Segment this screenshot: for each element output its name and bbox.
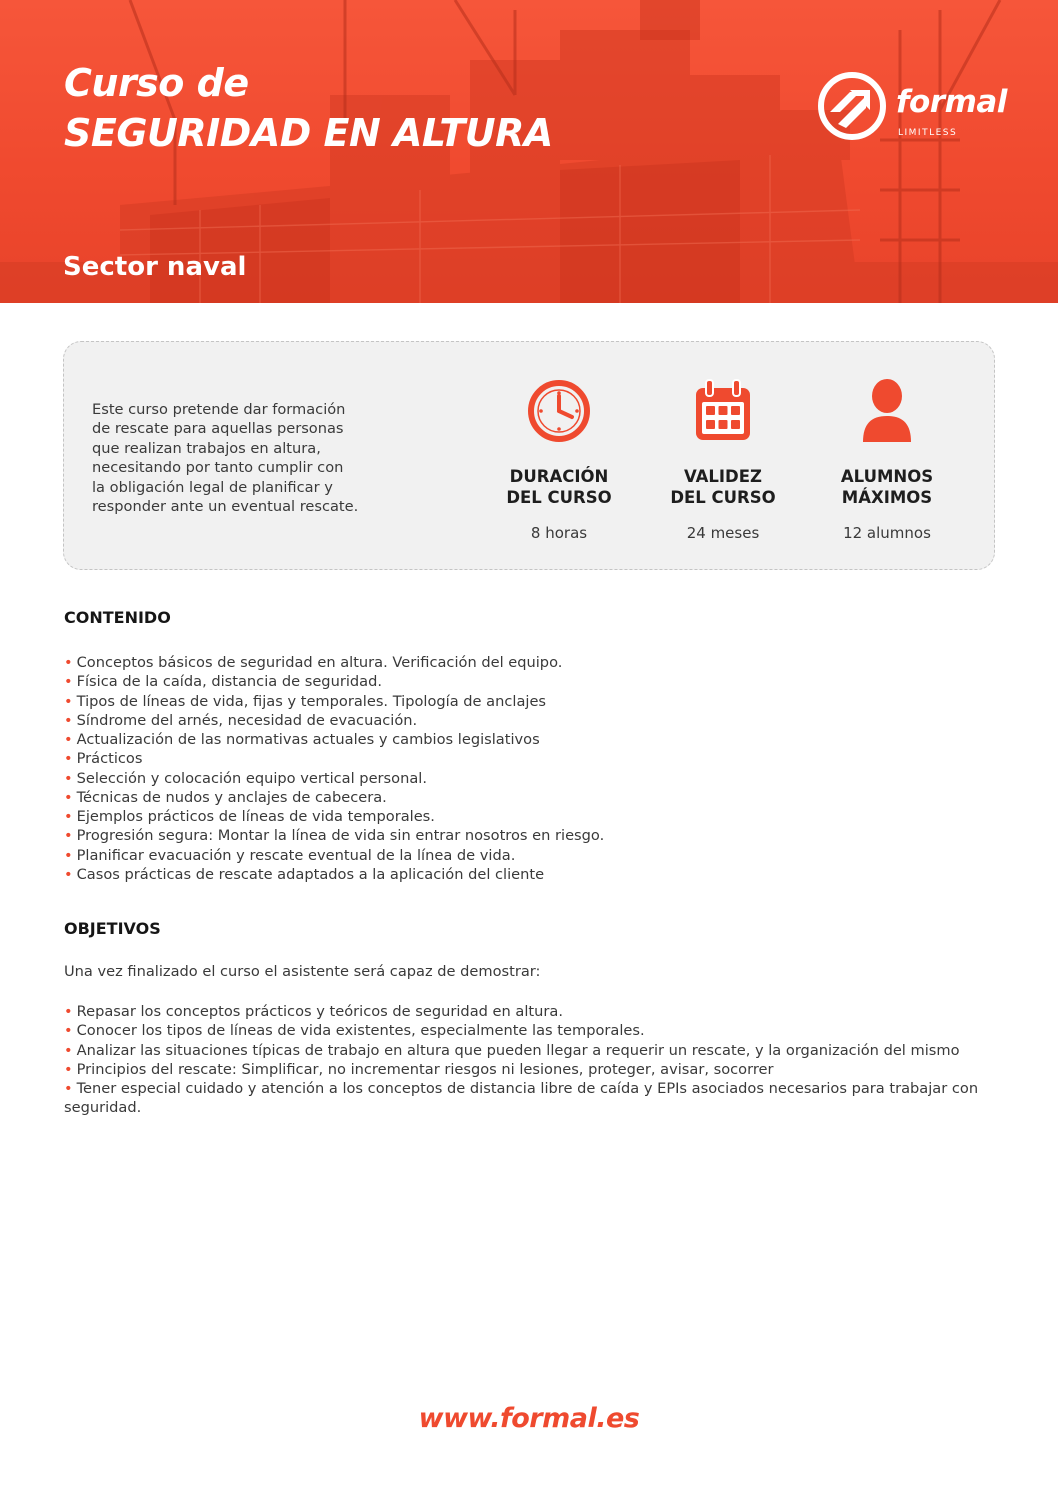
list-item: • Actualización de las normativas actuales y cambios legislativos [64, 730, 994, 749]
list-item: • Conceptos básicos de seguridad en altura. Verificación del equipo. [64, 653, 994, 672]
stat-label-line: ALUMNOS [840, 467, 934, 486]
list-item: • Conocer los tipos de líneas de vida existentes, especialmente las temporales. [64, 1021, 994, 1040]
list-item: • Física de la caída, distancia de seguridad. [64, 672, 994, 691]
objetivos-intro: Una vez finalizado el curso el asistente será capaz de demostrar: [64, 963, 541, 980]
contenido-heading: CONTENIDO [64, 608, 171, 627]
stat-validity-label [648, 466, 798, 508]
list-item: • Técnicas de nudos y anclajes de cabecera. [64, 788, 994, 807]
list-item: • Repasar los conceptos prácticos y teóricos de seguridad en altura. [64, 1002, 994, 1021]
objetivos-heading: OBJETIVOS [64, 919, 161, 938]
intro-line: que realizan trabajos en altura, [92, 439, 321, 457]
list-item: • Síndrome del arnés, necesidad de evacuación. [64, 711, 994, 730]
contenido-list [64, 653, 994, 884]
course-intro [92, 400, 392, 516]
intro-line: necesitando por tanto cumplir con [92, 459, 344, 477]
list-item: • Analizar las situaciones típicas de trabajo en altura que pueden llegar a requerir un rescate, y la organización del mismo [64, 1041, 994, 1060]
stat-validity-value: 24 meses [686, 524, 760, 542]
list-item: • Planificar evacuación y rescate eventual de la línea de vida. [64, 846, 994, 865]
formal-logo-mark-icon [816, 70, 888, 142]
objetivos-list [64, 1002, 994, 1118]
list-item: • Selección y colocación equipo vertical personal. [64, 769, 994, 788]
stat-students-label [812, 466, 962, 508]
list-item: • Prácticos [64, 749, 994, 768]
list-item: • Principios del rescate: Simplificar, no incrementar riesgos ni lesiones, proteger, avisar, socorrer [64, 1060, 994, 1079]
sector-label: Sector naval [63, 252, 247, 282]
stat-students-value: 12 alumnos [843, 524, 931, 542]
stat-label-line: MÁXIMOS [841, 488, 933, 507]
formal-logo [816, 70, 1007, 142]
stat-label-line: DEL CURSO [670, 488, 776, 507]
list-item: • Progresión segura: Montar la línea de vida sin entrar nosotros en riesgo. [64, 826, 994, 845]
stat-duration [484, 378, 634, 542]
course-title-line2: SEGURIDAD EN ALTURA [64, 111, 553, 155]
stat-label-line: DEL CURSO [506, 488, 612, 507]
calendar-icon [692, 378, 754, 444]
list-item: • Ejemplos prácticos de líneas de vida temporales. [64, 807, 994, 826]
formal-logo-tagline: LIMITLESS [898, 128, 958, 138]
course-title [64, 58, 553, 158]
stat-validity [648, 378, 798, 542]
course-info-card [63, 341, 995, 570]
list-item: • Casos prácticas de rescate adaptados a la aplicación del cliente [64, 865, 994, 884]
list-item: • Tipos de líneas de vida, fijas y temporales. Tipología de anclajes [64, 692, 994, 711]
stat-duration-value: 8 horas [530, 524, 588, 542]
person-icon [859, 378, 915, 444]
stat-label-line: DURACIÓN [509, 467, 609, 486]
course-title-line1: Curso de [64, 61, 249, 105]
clock-icon [526, 378, 592, 444]
list-item: • Tener especial cuidado y atención a los conceptos de distancia libre de caída y EPIs asociados necesarios para trabajar con seguridad. [64, 1079, 994, 1118]
intro-line: Este curso pretende dar formación [92, 401, 346, 418]
stat-label-line: VALIDEZ [683, 467, 762, 486]
intro-line: la obligación legal de planificar y [92, 478, 333, 496]
website-link[interactable]: www.formal.es [418, 1403, 640, 1434]
header-banner [0, 0, 1058, 303]
intro-line: de rescate para aquellas personas [92, 420, 344, 438]
stat-duration-label [484, 466, 634, 508]
stat-students [812, 378, 962, 542]
formal-logo-word: formal [896, 84, 1007, 120]
intro-line: responder ante un eventual rescate. [92, 498, 359, 516]
